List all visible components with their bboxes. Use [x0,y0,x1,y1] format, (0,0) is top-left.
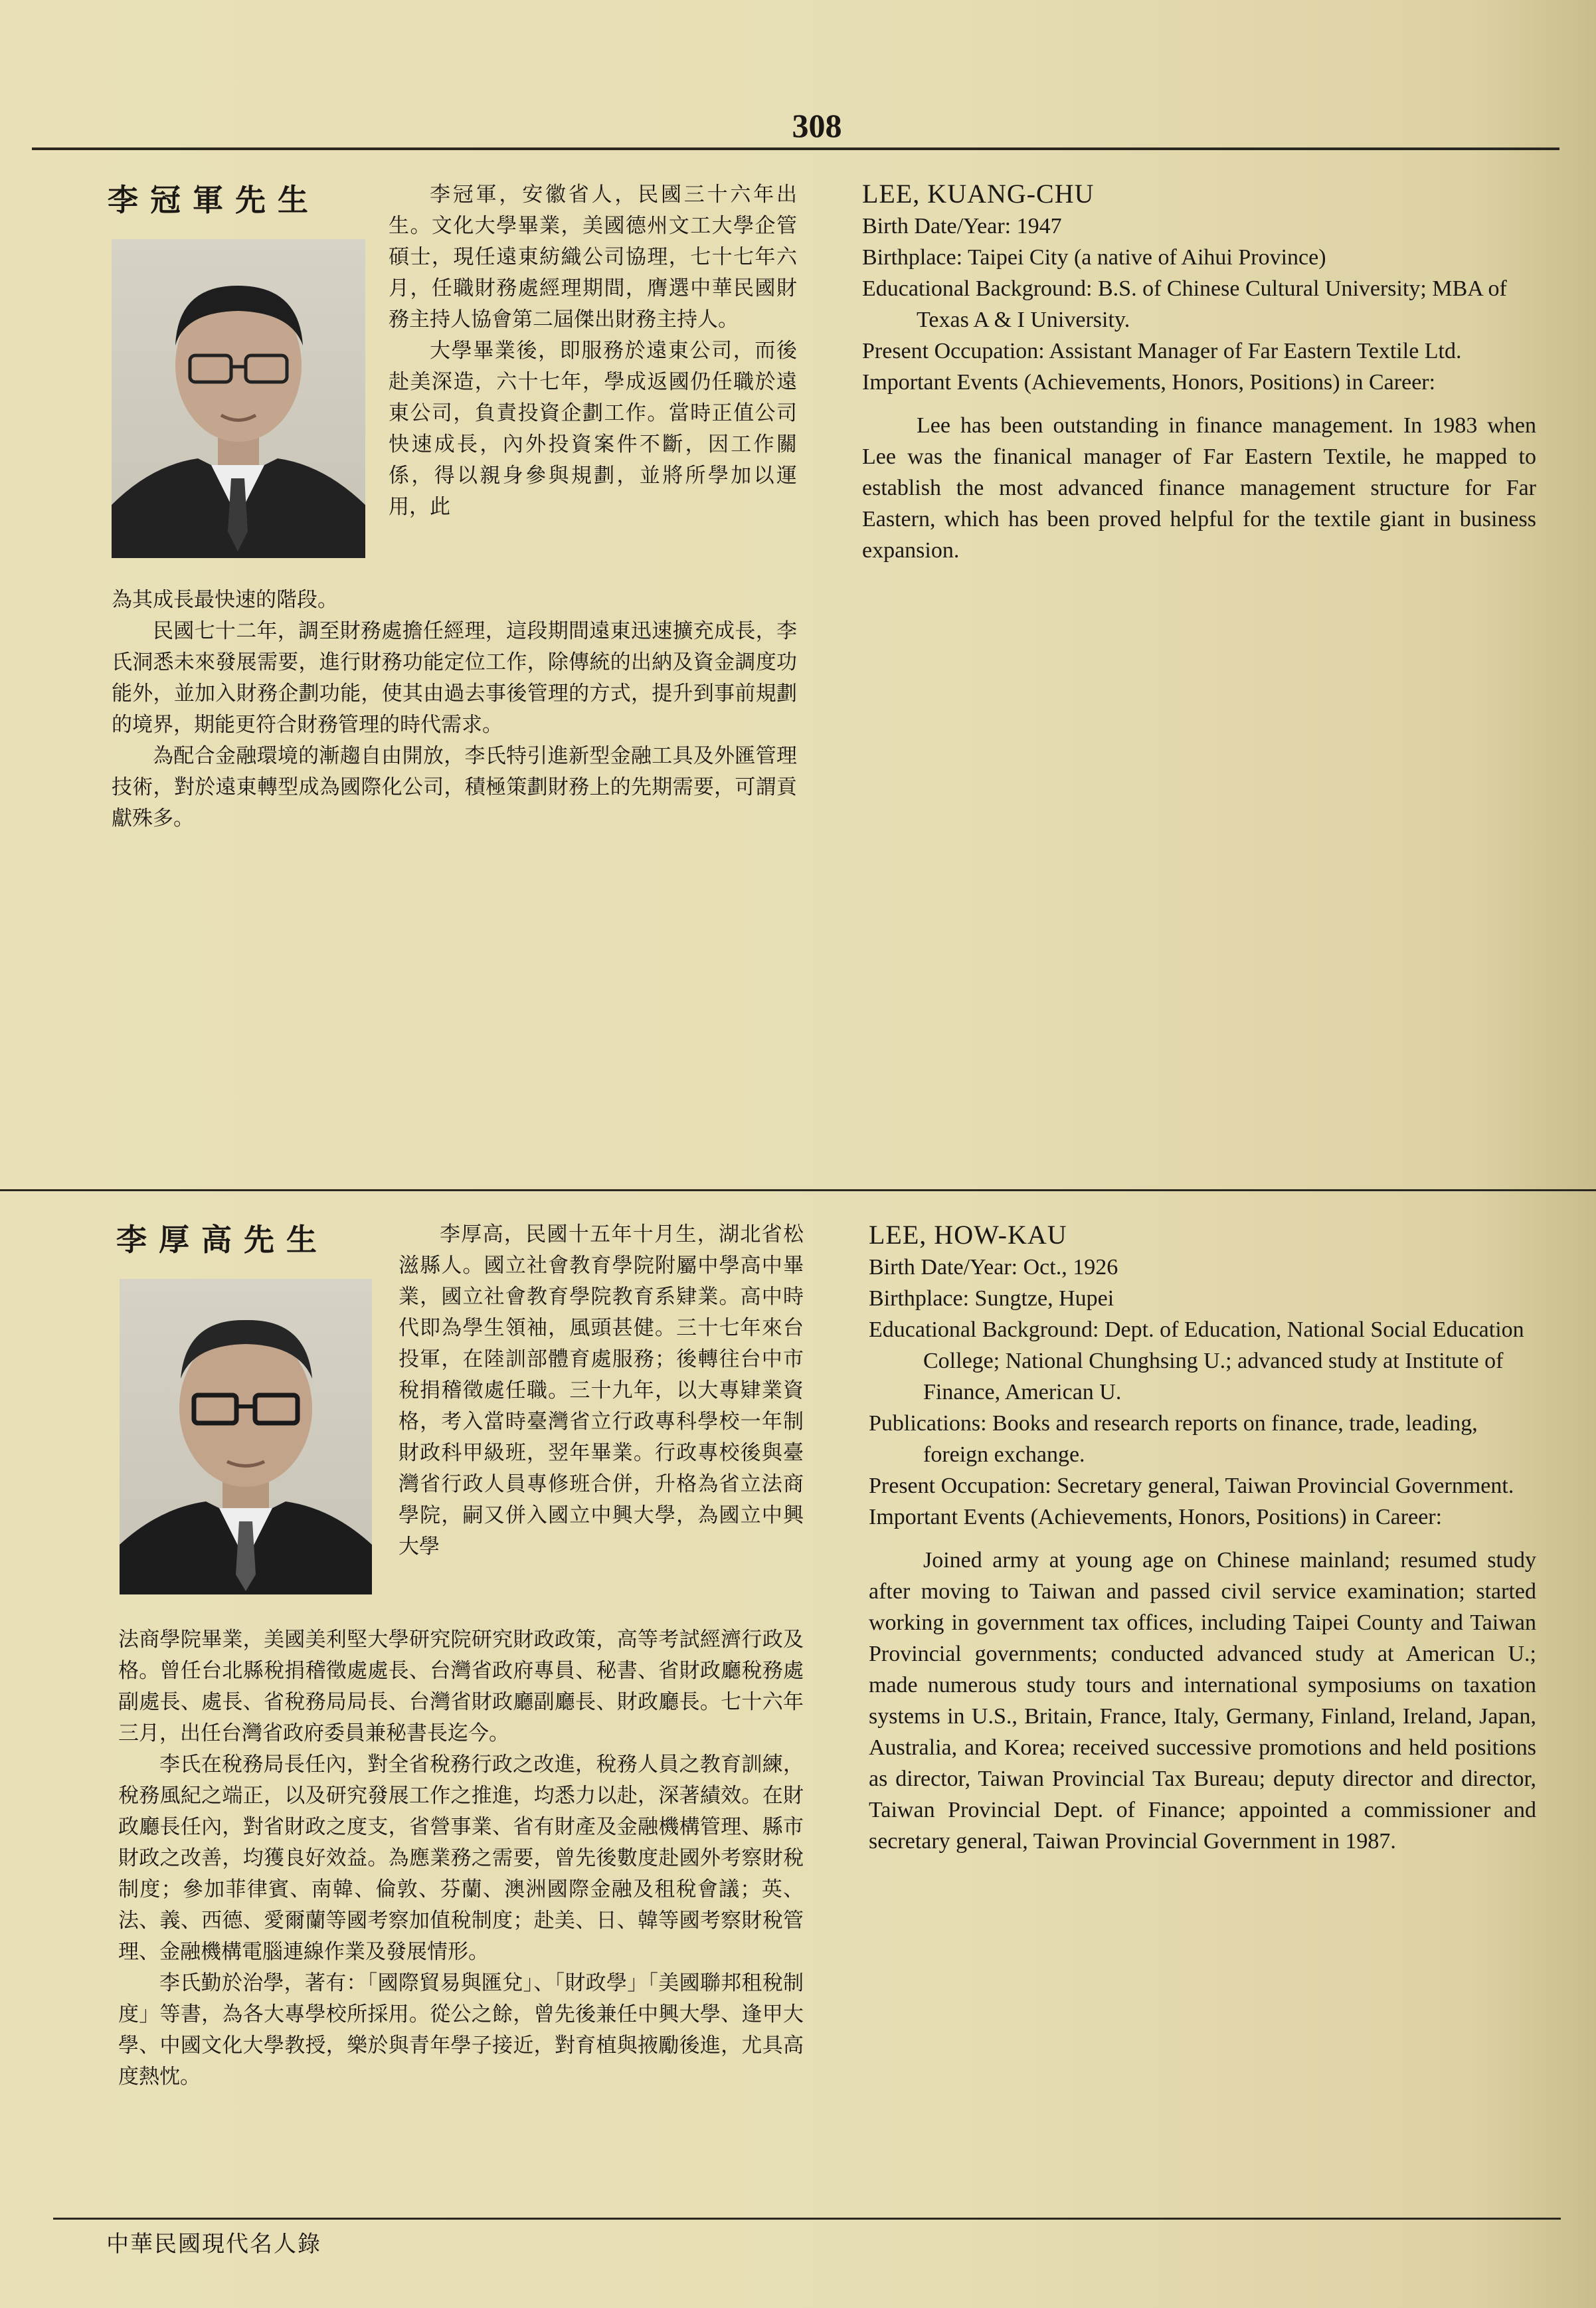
entry-2-name-cn: 李厚高先生 [116,1222,329,1258]
entry-1-portrait-photo [112,239,365,558]
entry-1-cn-body-p3: 為配合金融環境的漸趨自由開放，李氏特引進新型金融工具及外匯管理技術，對於遠東轉型成為國際化公司，積極策劃財務上的先期需要，可謂貢獻殊多。 [112,744,797,830]
entry-2-name-en: LEE, HOW-KAU [869,1220,1067,1250]
entry-1-cn-body [112,585,797,834]
bottom-rule [53,2218,1561,2220]
entry-1-cn-head-p1: 李冠軍，安徽省人，民國三十六年出生。文化大學畢業，美國德州文工大學企管碩士，現任遠東紡織公司協理，七十七年六月，任職財務處經理期間，膺選中華民國財務主持人協會第二屆傑出財務主持人。 [389,183,797,332]
entry-1-en-text [862,178,1536,566]
top-rule [32,147,1559,150]
entry-2-birth-date: Birth Date/Year: Oct., 1926 [869,1255,1118,1280]
entry-1-cn-head-p2: 大學畢業後，即服務於遠東公司，而後赴美深造，六十七年，學成返國仍任職於遠東公司，負責投資企劃工作。當時正值公司快速成長，內外投資案件不斷，因工作關係，得以親身參與規劃，並將所學加以運用，此 [389,339,797,519]
entry-2-portrait-photo [120,1279,372,1594]
middle-rule [0,1189,1596,1191]
entry-2-cn-head [399,1219,804,1563]
entry-2-publications: Publications: Books and research reports on finance, trade, leading, foreign exchange. [869,1411,1478,1467]
entry-2-story: Joined army at young age on Chinese mainland; resumed study after moving to Taiwan and passed civil service examination; started working in government tax offices, including Taipei County and Taiwan Provincial governments; conducted advanced study at American U.; made numerous study tours and international symposiums on taxation systems in U.S., Britain, France, Italy, Germany, Finland, Ireland, Japan, Australia, and Korea; received successive promotions and held positions as director, Taiwan Provincial Tax Bureau; deputy director and director, Taiwan Provincial Dept. of Finance; appointed a commissioner and secretary general, Taiwan Provincial Government in 1987. [869,1548,1536,1854]
entry-1-cn-head [389,179,797,523]
entry-2-cn-body [118,1624,804,2093]
entry-1-birthplace: Birthplace: Taipei City (a native of Aihui Province) [862,245,1326,270]
entry-2-birthplace: Birthplace: Sungtze, Hupei [869,1286,1114,1311]
entry-2-occupation: Present Occupation: Secretary general, Taiwan Provincial Government. [869,1474,1514,1498]
entry-1-birth-date: Birth Date/Year: 1947 [862,214,1062,239]
footer-book-title: 中華民國現代名人錄 [106,2231,321,2258]
entry-2-education: Educational Background: Dept. of Education, National Social Education College; National Chunghsing U.; advanced study at Institute of Finance, American U. [869,1317,1524,1404]
entry-1-name-en: LEE, KUANG-CHU [862,179,1095,209]
entry-1-cn-body-p1: 為其成長最快速的階段。 [112,588,338,612]
entry-2-events-heading: Important Events (Achievements, Honors, Positions) in Career: [869,1505,1443,1529]
entry-2-en-text [869,1219,1536,1857]
entry-1-name-cn: 李冠軍先生 [108,182,320,218]
entry-1-events-heading: Important Events (Achievements, Honors, Positions) in Career: [862,370,1436,395]
entry-1-cn-body-p2: 民國七十二年，調至財務處擔任經理，這段期間遠東迅速擴充成長，李氏洞悉未來發展需要，進行財務功能定位工作，除傳統的出納及資金調度功能外，並加入財務企劃功能，使其由過去事後管理的方式，提升到事前規劃的境界，期能更符合財務管理的時代需求。 [112,619,797,737]
entry-2-cn-head-p1: 李厚高，民國十五年十月生，湖北省松滋縣人。國立社會教育學院附屬中學高中畢業，國立社會教育學院教育系肄業。高中時代即為學生領袖，風頭甚健。三十七年來台投軍，在陸訓部體育處服務；後轉往台中市稅捐稽徵處任職。三十九年，以大專肄業資格，考入當時臺灣省立行政專科學校一年制財政科甲級班，翌年畢業。行政專校後與臺灣省行政人員專修班合併，升格為省立法商學院，嗣又併入國立中興大學，為國立中興大學 [399,1222,804,1559]
entry-1-occupation: Present Occupation: Assistant Manager of Far Eastern Textile Ltd. [862,339,1462,363]
entry-1-education: Educational Background: B.S. of Chinese Cultural University; MBA of Texas A & I University. [862,276,1507,332]
entry-2-cn-body-p3: 李氏勤於治學，著有：「國際貿易與匯兌」、「財政學」「美國聯邦租稅制度」等書，為各大專學校所採用。從公之餘，曾先後兼任中興大學、逢甲大學、中國文化大學教授，樂於與青年學子接近，對育植與掖勵後進，尤具高度熱忱。 [118,1971,804,2089]
entry-1-story: Lee has been outstanding in finance management. In 1983 when Lee was the finanical manager of Far Eastern Textile, he mapped to establish the most advanced finance management structure for Far Eastern, which has been proved helpful for the textile giant in business expansion. [862,413,1536,563]
entry-2-cn-body-p1: 法商學院畢業，美國美利堅大學研究院研究財政政策，高等考試經濟行政及格。曾任台北縣稅捐稽徵處處長、台灣省政府專員、秘書、省財政廳稅務處副處長、處長、省稅務局局長、台灣省財政廳副廳長、財政廳長。七十六年三月，出任台灣省政府委員兼秘書長迄今。 [118,1628,804,1745]
page-number: 308 [792,107,842,144]
entry-2-cn-body-p2: 李氏在稅務局長任內，對全省稅務行政之改進，稅務人員之教育訓練，稅務風紀之端正，以及研究發展工作之推進，均悉力以赴，深著績效。在財政廳長任內，對省財政之度支，省營事業、省有財產及金融機構管理、縣市財政之改善，均獲良好效益。為應業務之需要，曾先後數度赴國外考察財稅制度；參加菲律賓、南韓、倫敦、芬蘭、澳洲國際金融及租稅會議；英、法、義、西德、愛爾蘭等國考察加值稅制度；赴美、日、韓等國考察財稅管理、金融機構電腦連線作業及發展情形。 [118,1753,804,1964]
